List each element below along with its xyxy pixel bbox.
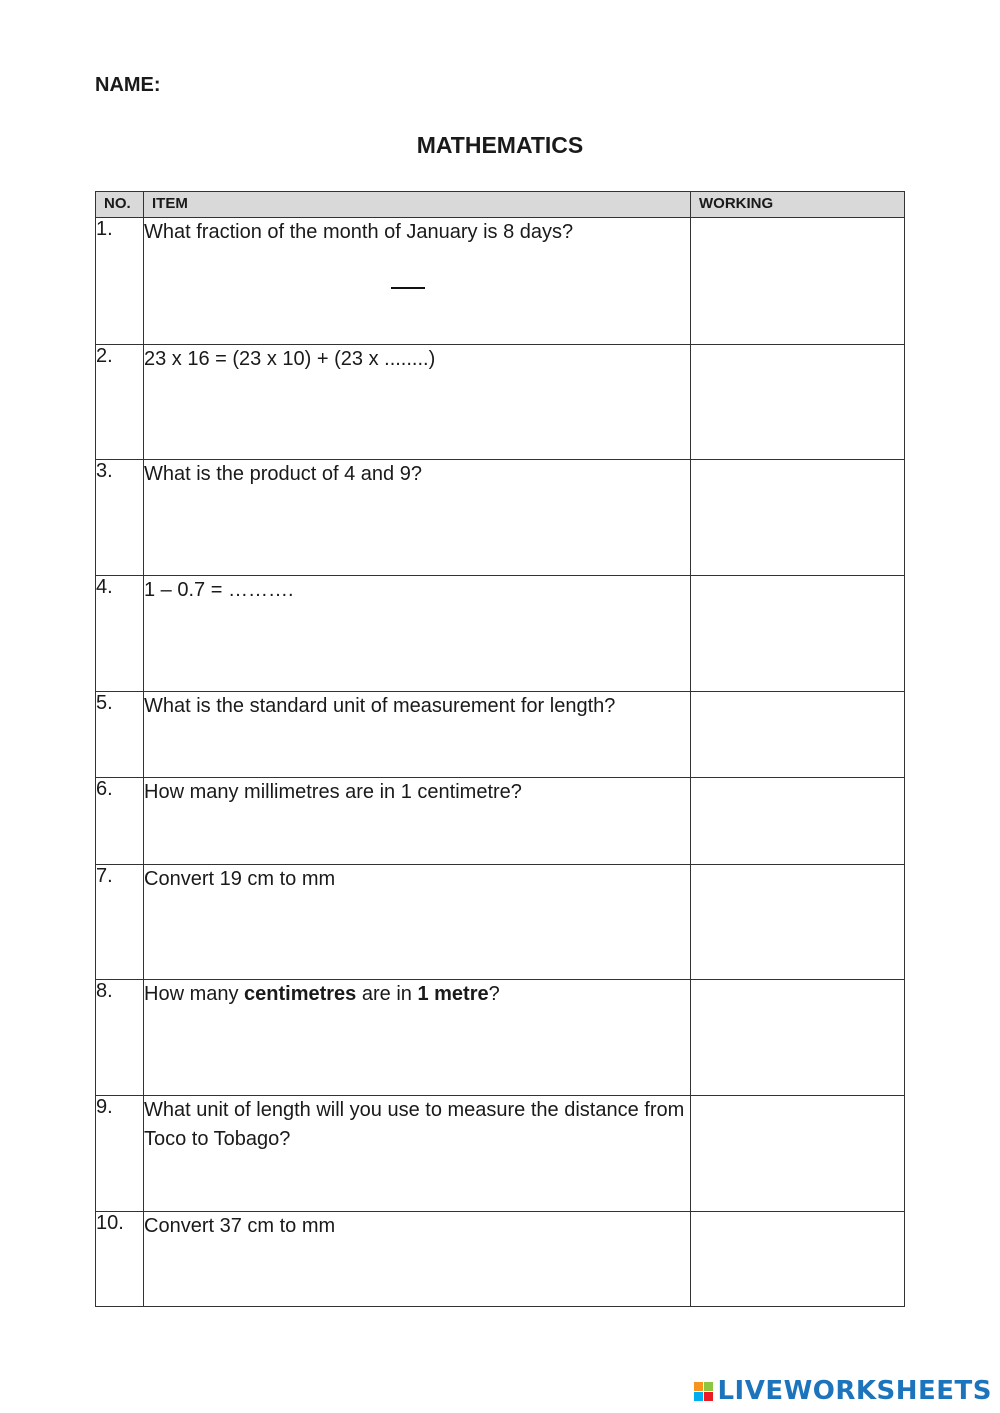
row-item bbox=[144, 1096, 691, 1212]
working-cell[interactable] bbox=[691, 218, 905, 345]
row-item bbox=[144, 980, 691, 1096]
fraction-answer-line[interactable] bbox=[391, 287, 425, 289]
working-cell[interactable] bbox=[691, 865, 905, 980]
row-item bbox=[144, 692, 691, 778]
table-row bbox=[96, 1212, 905, 1307]
row-number: 1. bbox=[96, 218, 144, 345]
working-cell[interactable] bbox=[691, 1212, 905, 1307]
question-text: What fraction of the month of January is 8 days? bbox=[144, 221, 574, 243]
question-text-bold: 1 metre bbox=[417, 983, 489, 1005]
working-cell[interactable] bbox=[691, 1096, 905, 1212]
row-number: 3. bbox=[96, 460, 144, 576]
page-title: MATHEMATICS bbox=[416, 132, 584, 158]
logo-squares-icon bbox=[694, 1382, 713, 1401]
table-row bbox=[96, 865, 905, 980]
table-row bbox=[96, 778, 905, 865]
row-number: 4. bbox=[96, 576, 144, 692]
logo-text: LIVEWORKSHEETS bbox=[717, 1376, 992, 1406]
row-item bbox=[144, 460, 691, 576]
row-item bbox=[144, 576, 691, 692]
row-number: 8. bbox=[96, 980, 144, 1096]
row-item bbox=[144, 1212, 691, 1307]
question-text: 1 – 0.7 = ………. bbox=[144, 579, 294, 601]
worksheet-table bbox=[95, 191, 905, 1307]
working-cell[interactable] bbox=[691, 460, 905, 576]
table-header-row bbox=[96, 192, 905, 218]
working-cell[interactable] bbox=[691, 692, 905, 778]
row-item bbox=[144, 218, 691, 345]
question-text: What is the standard unit of measurement for length? bbox=[144, 695, 616, 717]
row-item bbox=[144, 778, 691, 865]
question-text: Convert 37 cm to mm bbox=[144, 1215, 336, 1237]
table-row bbox=[96, 980, 905, 1096]
question-text: Convert 19 cm to mm bbox=[144, 868, 336, 890]
column-header-working: WORKING bbox=[691, 192, 905, 218]
working-cell[interactable] bbox=[691, 576, 905, 692]
question-text: What is the product of 4 and 9? bbox=[144, 463, 422, 485]
question-text: How many millimetres are in 1 centimetre? bbox=[144, 781, 522, 803]
row-item bbox=[144, 865, 691, 980]
working-cell[interactable] bbox=[691, 778, 905, 865]
row-item bbox=[144, 345, 691, 460]
row-number: 10. bbox=[96, 1212, 144, 1307]
working-cell[interactable] bbox=[691, 980, 905, 1096]
question-text: What unit of length will you use to measure the distance from Toco to Tobago? bbox=[144, 1099, 685, 1150]
question-text-part: How many bbox=[144, 983, 245, 1005]
row-number: 9. bbox=[96, 1096, 144, 1212]
table-row bbox=[96, 345, 905, 460]
row-number: 7. bbox=[96, 865, 144, 980]
liveworksheets-logo bbox=[694, 1376, 992, 1406]
name-label: NAME: bbox=[95, 74, 161, 96]
row-number: 5. bbox=[96, 692, 144, 778]
question-text-part: are in bbox=[356, 983, 418, 1005]
question-text-part: ? bbox=[488, 983, 500, 1005]
question-text-bold: centimetres bbox=[244, 983, 357, 1005]
column-header-no: NO. bbox=[96, 192, 144, 218]
table-row bbox=[96, 576, 905, 692]
table-row bbox=[96, 218, 905, 345]
row-number: 2. bbox=[96, 345, 144, 460]
working-cell[interactable] bbox=[691, 345, 905, 460]
table-row bbox=[96, 460, 905, 576]
question-text: 23 x 16 = (23 x 10) + (23 x ........) bbox=[144, 348, 436, 370]
column-header-item: ITEM bbox=[144, 192, 691, 218]
row-number: 6. bbox=[96, 778, 144, 865]
table-row bbox=[96, 1096, 905, 1212]
table-row bbox=[96, 692, 905, 778]
